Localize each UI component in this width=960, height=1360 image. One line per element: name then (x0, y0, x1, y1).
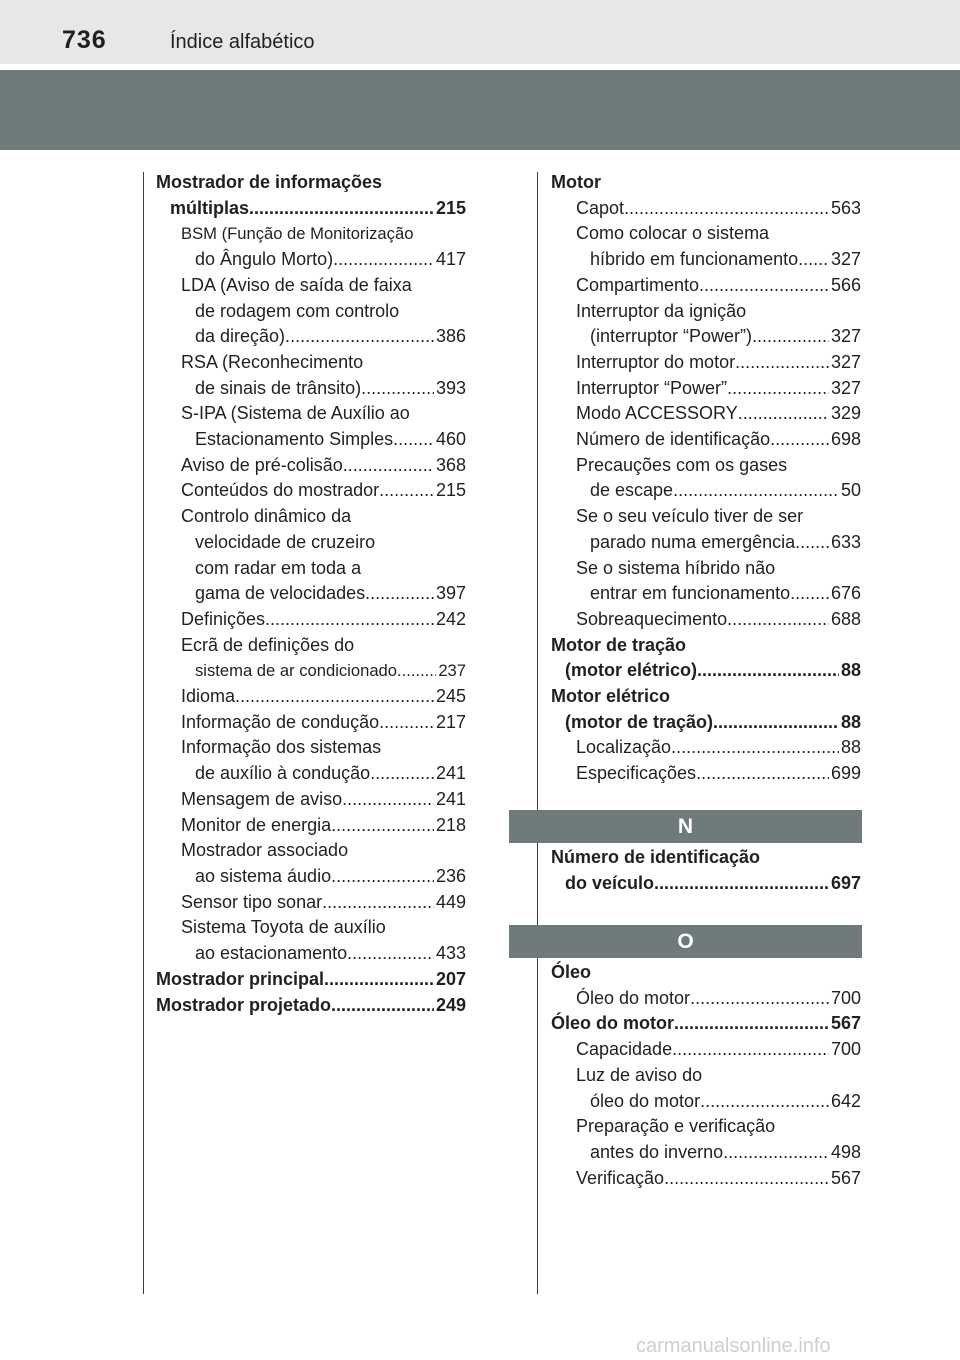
page-ref: 699 (830, 763, 861, 784)
index-subentry: S-IPA (Sistema de Auxílio ao (181, 403, 410, 424)
index-subentry-continuation: com radar em toda a (195, 557, 362, 578)
index-entry: múltiplas ..... 215 (156, 196, 466, 222)
page-ref: 433 (435, 943, 466, 964)
index-subentry: de auxílio à condução ..... 241 (156, 761, 466, 787)
section-header-n: N (509, 810, 862, 843)
index-subentry: Localização ..... 88 (551, 735, 861, 761)
index-subentry: Número de identificação ..... 698 (551, 427, 861, 453)
index-subentry: Luz de aviso do (576, 1064, 703, 1085)
page-number: 736 (62, 26, 107, 54)
index-subentry: Informação dos sistemas (181, 737, 382, 758)
page-ref: 241 (435, 788, 466, 809)
index-subentry: Verificação ..... 567 (551, 1166, 861, 1192)
index-subentry: ao estacionamento ..... 433 (156, 941, 466, 967)
index-subentry: óleo do motor ..... 642 (551, 1089, 861, 1115)
column-divider-middle (537, 172, 538, 1294)
index-subentry-continuation: de rodagem com controlo (195, 300, 400, 321)
index-entry: (motor elétrico) ..... 88 (551, 658, 861, 684)
index-entry-heading: Motor de tração (551, 634, 687, 655)
index-entry: Óleo do motor ..... 567 (551, 1011, 861, 1037)
index-entry-heading: Motor elétrico (551, 686, 671, 707)
index-entry: Mostrador principal ..... 207 (156, 967, 466, 993)
index-entry-heading: Motor (551, 172, 601, 192)
page-ref: 88 (840, 711, 861, 732)
index-entry: Mostrador projetado ..... 249 (156, 993, 466, 1019)
page-ref: 417 (435, 249, 466, 270)
index-entry-heading: Mostrador de informações (156, 172, 383, 192)
index-subentry: Idioma ..... 245 (156, 684, 466, 710)
index-subentry: Especificações ..... 699 (551, 761, 861, 787)
index-entry: do veículo ..... 697 (551, 871, 861, 897)
index-subentry: gama de velocidades ..... 397 (156, 581, 466, 607)
page-ref: 676 (830, 583, 861, 604)
index-subentry: Definições ..... 242 (156, 607, 466, 633)
index-subentry: Como colocar o sistema (576, 223, 770, 244)
page-ref: 217 (435, 711, 466, 732)
page-ref: 215 (435, 197, 466, 218)
page-ref: 566 (830, 274, 861, 295)
page-ref: 688 (830, 608, 861, 629)
page-ref: 218 (435, 814, 466, 835)
page-ref: 642 (830, 1090, 861, 1111)
page-ref: 329 (830, 403, 861, 424)
index-column-1 (156, 170, 466, 1018)
page-ref: 633 (830, 531, 861, 552)
index-subentry: Aviso de pré-colisão ..... 368 (156, 453, 466, 479)
index-subentry: Mostrador associado (181, 840, 349, 861)
page-ref: 241 (435, 763, 466, 784)
page-ref: 567 (830, 1167, 861, 1188)
index-subentry: BSM (Função de Monitorização (181, 224, 414, 244)
index-subentry: Ecrã de definições do (181, 634, 355, 655)
index-subentry: entrar em funcionamento ..... 676 (551, 581, 861, 607)
index-subentry: Mensagem de aviso ..... 241 (156, 787, 466, 813)
index-subentry: Compartimento ..... 566 (551, 273, 861, 299)
page-ref: 386 (435, 326, 466, 347)
index-entry-heading: Número de identificação (551, 847, 761, 867)
section-header-o: O (509, 925, 862, 958)
index-subentry: Conteúdos do mostrador ..... 215 (156, 478, 466, 504)
page-ref: 215 (435, 480, 466, 501)
index-subentry: de sinais de trânsito) ..... 393 (156, 376, 466, 402)
index-subentry: do Ângulo Morto) ..... 417 (156, 247, 466, 273)
index-subentry: Sobreaquecimento ..... 688 (551, 607, 861, 633)
page-ref: 698 (830, 429, 861, 450)
page-ref: 236 (435, 865, 466, 886)
page-ref: 567 (830, 1013, 861, 1034)
page-ref: 242 (435, 608, 466, 629)
index-subentry: Sensor tipo sonar ..... 449 (156, 890, 466, 916)
index-subentry: LDA (Aviso de saída de faixa (181, 274, 412, 295)
column-divider-left (143, 172, 144, 1294)
page-ref: 88 (840, 660, 861, 681)
page-ref: 498 (830, 1141, 861, 1162)
index-subentry: Óleo do motor ..... 700 (551, 986, 861, 1012)
index-subentry: Modo ACCESSORY ..... 329 (551, 401, 861, 427)
page-ref: 563 (830, 197, 861, 218)
page-ref: 327 (830, 249, 861, 270)
page-title: Índice alfabético (170, 31, 315, 53)
index-subentry: Capot ..... 563 (551, 196, 861, 222)
index-subentry: Capacidade ..... 700 (551, 1037, 861, 1063)
index-column-2 (551, 170, 861, 787)
index-subentry-continuation: velocidade de cruzeiro (195, 531, 376, 552)
page-ref: 327 (830, 326, 861, 347)
index-subentry: de escape ..... 50 (551, 478, 861, 504)
index-subentry: Interruptor do motor ..... 327 (551, 350, 861, 376)
index-subentry: Informação de condução ..... 217 (156, 710, 466, 736)
page-ref: 449 (435, 891, 466, 912)
index-subentry: Monitor de energia ..... 218 (156, 813, 466, 839)
page-ref: 327 (830, 351, 861, 372)
page-ref: 397 (435, 583, 466, 604)
index-subentry: Interruptor da ignição (576, 300, 747, 321)
index-entry: (motor de tração) ..... 88 (551, 710, 861, 736)
index-subentry: Precauções com os gases (576, 454, 788, 475)
index-subentry: Estacionamento Simples ..... 460 (156, 427, 466, 453)
page-ref: 207 (435, 968, 466, 989)
header-band (0, 70, 960, 150)
index-subentry: híbrido em funcionamento ..... 327 (551, 247, 861, 273)
index-subentry: (interruptor “Power”) ..... 327 (551, 324, 861, 350)
index-subentry: da direção). ..... 386 (156, 324, 466, 350)
index-section-n (551, 845, 861, 896)
watermark: carmanualsonline.info (636, 1335, 831, 1357)
header-bar (0, 0, 960, 64)
page-ref: 249 (435, 994, 466, 1015)
index-subentry: sistema de ar condicionado ..... 237 (156, 658, 466, 684)
page-ref: 700 (830, 987, 861, 1008)
index-subentry: Se o sistema híbrido não (576, 557, 776, 578)
index-subentry: antes do inverno ..... 498 (551, 1140, 861, 1166)
page-ref: 88 (840, 737, 861, 758)
page-ref: 50 (840, 480, 861, 501)
index-subentry: Interruptor “Power” ..... 327 (551, 376, 861, 402)
index-subentry: Controlo dinâmico da (181, 506, 352, 527)
page-ref: 393 (435, 377, 466, 398)
index-section-o (551, 960, 861, 1191)
page-ref: 237 (438, 661, 466, 681)
page-ref: 697 (830, 872, 861, 893)
page-ref: 368 (435, 454, 466, 475)
index-subentry: Preparação e verificação (576, 1116, 776, 1137)
page-ref: 460 (435, 429, 466, 450)
index-subentry: Sistema Toyota de auxílio (181, 917, 386, 938)
index-subentry: Se o seu veículo tiver de ser (576, 506, 804, 527)
page-ref: 700 (830, 1039, 861, 1060)
index-entry-heading: Óleo (551, 962, 592, 982)
index-subentry: parado numa emergência ..... 633 (551, 530, 861, 556)
page-ref: 245 (435, 686, 466, 707)
page-ref: 327 (830, 377, 861, 398)
index-subentry: ao sistema áudio ..... 236 (156, 864, 466, 890)
index-subentry: RSA (Reconhecimento (181, 351, 364, 372)
